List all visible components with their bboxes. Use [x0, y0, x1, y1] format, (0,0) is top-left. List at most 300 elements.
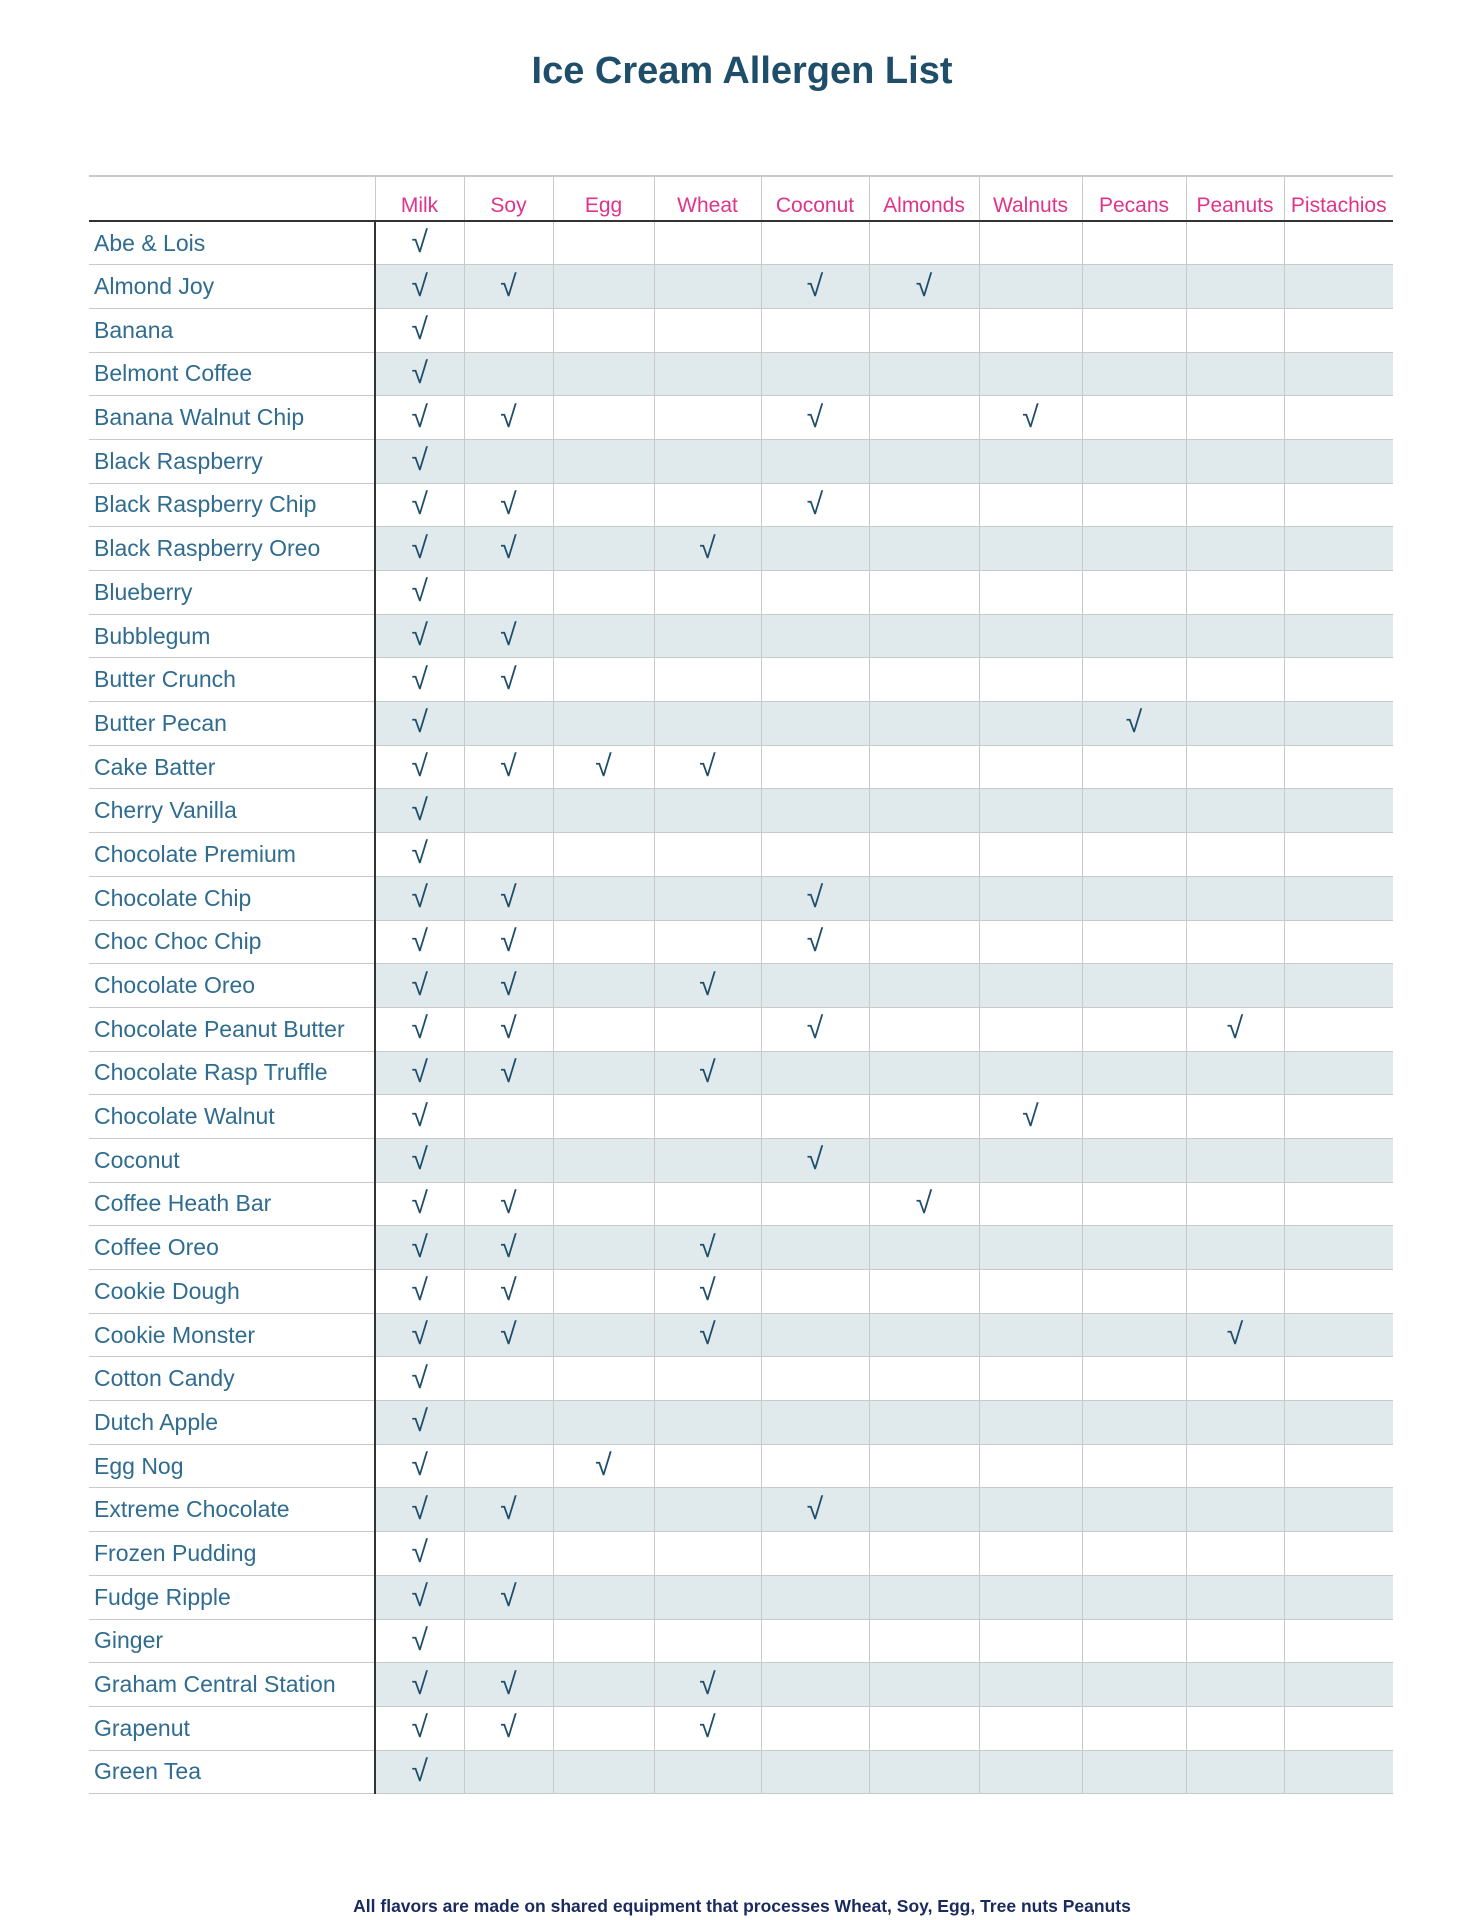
cell-wheat — [654, 964, 761, 1008]
cell-walnuts — [979, 964, 1082, 1008]
flavor-name: Chocolate Walnut — [89, 1095, 375, 1139]
cell-pecans — [1082, 1357, 1186, 1401]
cell-soy — [464, 1488, 553, 1532]
cell-coconut — [761, 527, 869, 571]
header-corner — [89, 176, 375, 221]
cell-wheat — [654, 1182, 761, 1226]
cell-walnuts — [979, 1575, 1082, 1619]
checkmark-icon: √ — [411, 1143, 428, 1177]
checkmark-icon: √ — [411, 1274, 428, 1308]
flavor-name: Black Raspberry — [89, 439, 375, 483]
table-row — [89, 265, 1393, 309]
cell-soy — [464, 1313, 553, 1357]
cell-walnuts — [979, 1532, 1082, 1576]
checkmark-icon: √ — [806, 269, 824, 303]
cell-egg — [553, 439, 654, 483]
cell-soy — [464, 745, 553, 789]
checkmark-icon: √ — [915, 269, 933, 303]
cell-pecans — [1082, 439, 1186, 483]
cell-pecans — [1082, 1313, 1186, 1357]
cell-peanuts — [1186, 1138, 1284, 1182]
flavor-name: Banana Walnut Chip — [89, 396, 375, 440]
header-peanuts: Peanuts — [1186, 176, 1284, 221]
cell-walnuts — [979, 1401, 1082, 1445]
cell-peanuts — [1186, 1357, 1284, 1401]
table-row — [89, 1444, 1393, 1488]
cell-coconut — [761, 308, 869, 352]
cell-soy — [464, 1706, 553, 1750]
checkmark-icon: √ — [411, 924, 428, 958]
cell-pistachios — [1284, 658, 1393, 702]
cell-almonds — [869, 876, 979, 920]
checkmark-icon: √ — [411, 1536, 428, 1570]
cell-pecans — [1082, 1575, 1186, 1619]
cell-pecans — [1082, 1444, 1186, 1488]
table-row — [89, 658, 1393, 702]
header-pistachios: Pistachios — [1284, 176, 1393, 221]
cell-pistachios — [1284, 1663, 1393, 1707]
flavor-name: Grapenut — [89, 1706, 375, 1750]
checkmark-icon: √ — [500, 1186, 517, 1220]
flavor-name: Butter Pecan — [89, 702, 375, 746]
flavor-name: Black Raspberry Oreo — [89, 527, 375, 571]
cell-pistachios — [1284, 527, 1393, 571]
cell-almonds — [869, 1357, 979, 1401]
cell-almonds — [869, 439, 979, 483]
cell-milk — [375, 1401, 464, 1445]
table-row — [89, 1750, 1393, 1794]
cell-walnuts — [979, 1706, 1082, 1750]
cell-pecans — [1082, 1138, 1186, 1182]
cell-walnuts — [979, 789, 1082, 833]
cell-wheat — [654, 1706, 761, 1750]
cell-milk — [375, 1357, 464, 1401]
checkmark-icon: √ — [411, 662, 428, 696]
cell-pistachios — [1284, 1051, 1393, 1095]
cell-pistachios — [1284, 1095, 1393, 1139]
cell-almonds — [869, 614, 979, 658]
checkmark-icon: √ — [500, 1580, 517, 1614]
cell-wheat — [654, 1007, 761, 1051]
cell-pecans — [1082, 1706, 1186, 1750]
table-row — [89, 483, 1393, 527]
cell-soy — [464, 1138, 553, 1182]
cell-wheat — [654, 352, 761, 396]
cell-coconut — [761, 1444, 869, 1488]
cell-walnuts — [979, 571, 1082, 615]
cell-soy — [464, 527, 553, 571]
cell-milk — [375, 745, 464, 789]
table-row — [89, 1575, 1393, 1619]
cell-egg — [553, 1575, 654, 1619]
cell-walnuts — [979, 265, 1082, 309]
table-row — [89, 1313, 1393, 1357]
cell-milk — [375, 396, 464, 440]
cell-walnuts — [979, 1007, 1082, 1051]
cell-pistachios — [1284, 833, 1393, 877]
cell-peanuts — [1186, 352, 1284, 396]
cell-coconut — [761, 789, 869, 833]
cell-pecans — [1082, 1051, 1186, 1095]
cell-soy — [464, 439, 553, 483]
cell-walnuts — [979, 1444, 1082, 1488]
cell-wheat — [654, 527, 761, 571]
cell-wheat — [654, 920, 761, 964]
cell-milk — [375, 1226, 464, 1270]
flavor-name: Egg Nog — [89, 1444, 375, 1488]
cell-peanuts — [1186, 1226, 1284, 1270]
cell-wheat — [654, 876, 761, 920]
cell-peanuts — [1186, 308, 1284, 352]
cell-milk — [375, 439, 464, 483]
cell-egg — [553, 1226, 654, 1270]
cell-egg — [553, 483, 654, 527]
cell-almonds — [869, 964, 979, 1008]
cell-egg — [553, 308, 654, 352]
cell-egg — [553, 1663, 654, 1707]
cell-milk — [375, 352, 464, 396]
cell-pistachios — [1284, 1444, 1393, 1488]
cell-almonds — [869, 1532, 979, 1576]
cell-pistachios — [1284, 1182, 1393, 1226]
table-row — [89, 571, 1393, 615]
cell-egg — [553, 221, 654, 265]
cell-coconut — [761, 920, 869, 964]
cell-pecans — [1082, 1401, 1186, 1445]
cell-milk — [375, 1270, 464, 1314]
cell-pecans — [1082, 1095, 1186, 1139]
cell-walnuts — [979, 1138, 1082, 1182]
checkmark-icon: √ — [411, 356, 428, 390]
cell-milk — [375, 1313, 464, 1357]
cell-soy — [464, 221, 553, 265]
table-row — [89, 221, 1393, 265]
table-row — [89, 1401, 1393, 1445]
checkmark-icon: √ — [699, 1055, 716, 1089]
cell-wheat — [654, 1095, 761, 1139]
flavor-name: Black Raspberry Chip — [89, 483, 375, 527]
cell-coconut — [761, 833, 869, 877]
cell-coconut — [761, 1401, 869, 1445]
checkmark-icon: √ — [699, 1318, 716, 1352]
cell-egg — [553, 1357, 654, 1401]
cell-pecans — [1082, 221, 1186, 265]
cell-soy — [464, 1226, 553, 1270]
cell-milk — [375, 920, 464, 964]
allergen-table — [89, 175, 1393, 1794]
checkmark-icon: √ — [699, 1667, 716, 1701]
cell-pistachios — [1284, 1532, 1393, 1576]
checkmark-icon: √ — [411, 313, 428, 347]
cell-pecans — [1082, 483, 1186, 527]
flavor-name: Cake Batter — [89, 745, 375, 789]
table-row — [89, 1663, 1393, 1707]
checkmark-icon: √ — [411, 400, 428, 434]
cell-soy — [464, 1095, 553, 1139]
cell-egg — [553, 1444, 654, 1488]
cell-soy — [464, 1663, 553, 1707]
cell-pecans — [1082, 1619, 1186, 1663]
cell-egg — [553, 1706, 654, 1750]
flavor-name: Cookie Dough — [89, 1270, 375, 1314]
cell-pistachios — [1284, 1226, 1393, 1270]
cell-peanuts — [1186, 876, 1284, 920]
cell-almonds — [869, 1401, 979, 1445]
cell-wheat — [654, 439, 761, 483]
cell-egg — [553, 1051, 654, 1095]
cell-almonds — [869, 1619, 979, 1663]
cell-peanuts — [1186, 1663, 1284, 1707]
cell-peanuts — [1186, 745, 1284, 789]
flavor-name: Coffee Heath Bar — [89, 1182, 375, 1226]
cell-almonds — [869, 789, 979, 833]
checkmark-icon: √ — [1125, 706, 1143, 740]
cell-pistachios — [1284, 571, 1393, 615]
cell-pecans — [1082, 396, 1186, 440]
cell-egg — [553, 1138, 654, 1182]
cell-pistachios — [1284, 876, 1393, 920]
cell-pecans — [1082, 1750, 1186, 1794]
cell-soy — [464, 265, 553, 309]
table-row — [89, 876, 1393, 920]
cell-peanuts — [1186, 702, 1284, 746]
cell-milk — [375, 1444, 464, 1488]
cell-peanuts — [1186, 1401, 1284, 1445]
cell-walnuts — [979, 614, 1082, 658]
flavor-name: Choc Choc Chip — [89, 920, 375, 964]
flavor-name: Chocolate Peanut Butter — [89, 1007, 375, 1051]
cell-pistachios — [1284, 702, 1393, 746]
checkmark-icon: √ — [1022, 1099, 1039, 1133]
cell-wheat — [654, 308, 761, 352]
cell-egg — [553, 964, 654, 1008]
cell-almonds — [869, 702, 979, 746]
cell-soy — [464, 876, 553, 920]
cell-pecans — [1082, 702, 1186, 746]
checkmark-icon: √ — [595, 750, 612, 784]
cell-peanuts — [1186, 1706, 1284, 1750]
cell-almonds — [869, 1575, 979, 1619]
cell-soy — [464, 1401, 553, 1445]
checkmark-icon: √ — [411, 1492, 428, 1526]
cell-wheat — [654, 221, 761, 265]
cell-coconut — [761, 221, 869, 265]
cell-almonds — [869, 1051, 979, 1095]
checkmark-icon: √ — [500, 1012, 517, 1046]
flavor-name: Chocolate Premium — [89, 833, 375, 877]
cell-pecans — [1082, 920, 1186, 964]
flavor-name: Frozen Pudding — [89, 1532, 375, 1576]
cell-coconut — [761, 1138, 869, 1182]
cell-peanuts — [1186, 614, 1284, 658]
cell-soy — [464, 308, 553, 352]
cell-coconut — [761, 396, 869, 440]
page-title: Ice Cream Allergen List — [531, 50, 953, 92]
checkmark-icon: √ — [806, 1012, 824, 1046]
cell-pistachios — [1284, 1313, 1393, 1357]
cell-pistachios — [1284, 1619, 1393, 1663]
header-walnuts: Walnuts — [979, 176, 1082, 221]
table-row — [89, 1182, 1393, 1226]
cell-egg — [553, 1313, 654, 1357]
flavor-name: Dutch Apple — [89, 1401, 375, 1445]
cell-almonds — [869, 265, 979, 309]
cell-peanuts — [1186, 1095, 1284, 1139]
cell-wheat — [654, 1575, 761, 1619]
cell-coconut — [761, 1532, 869, 1576]
cell-egg — [553, 352, 654, 396]
flavor-name: Abe & Lois — [89, 221, 375, 265]
cell-coconut — [761, 1706, 869, 1750]
cell-pistachios — [1284, 1270, 1393, 1314]
cell-walnuts — [979, 1619, 1082, 1663]
cell-milk — [375, 833, 464, 877]
cell-pistachios — [1284, 1488, 1393, 1532]
cell-walnuts — [979, 308, 1082, 352]
footnote: All flavors are made on shared equipment that processes Wheat, Soy, Egg, Tree nuts Peanuts — [353, 1896, 1131, 1916]
cell-walnuts — [979, 1663, 1082, 1707]
checkmark-icon: √ — [699, 1711, 716, 1745]
cell-egg — [553, 571, 654, 615]
cell-soy — [464, 1532, 553, 1576]
cell-egg — [553, 1270, 654, 1314]
checkmark-icon: √ — [411, 269, 428, 303]
cell-peanuts — [1186, 964, 1284, 1008]
cell-walnuts — [979, 1750, 1082, 1794]
cell-coconut — [761, 571, 869, 615]
checkmark-icon: √ — [411, 487, 428, 521]
header-almonds: Almonds — [869, 176, 979, 221]
cell-coconut — [761, 658, 869, 702]
checkmark-icon: √ — [411, 1099, 428, 1133]
cell-peanuts — [1186, 1444, 1284, 1488]
checkmark-icon: √ — [411, 1230, 428, 1264]
checkmark-icon: √ — [500, 924, 517, 958]
cell-wheat — [654, 1488, 761, 1532]
cell-almonds — [869, 1706, 979, 1750]
header-row — [89, 176, 1393, 221]
checkmark-icon: √ — [411, 1449, 428, 1483]
checkmark-icon: √ — [699, 1230, 716, 1264]
cell-almonds — [869, 571, 979, 615]
cell-coconut — [761, 1663, 869, 1707]
cell-milk — [375, 308, 464, 352]
table-row — [89, 527, 1393, 571]
cell-walnuts — [979, 1270, 1082, 1314]
cell-walnuts — [979, 1051, 1082, 1095]
cell-almonds — [869, 658, 979, 702]
cell-soy — [464, 658, 553, 702]
checkmark-icon: √ — [500, 1318, 517, 1352]
cell-coconut — [761, 1051, 869, 1095]
checkmark-icon: √ — [699, 968, 716, 1002]
cell-pistachios — [1284, 308, 1393, 352]
table-row — [89, 1532, 1393, 1576]
cell-soy — [464, 964, 553, 1008]
flavor-name: Butter Crunch — [89, 658, 375, 702]
cell-egg — [553, 1619, 654, 1663]
flavor-name: Almond Joy — [89, 265, 375, 309]
cell-almonds — [869, 308, 979, 352]
cell-coconut — [761, 876, 869, 920]
cell-milk — [375, 1619, 464, 1663]
cell-milk — [375, 1663, 464, 1707]
checkmark-icon: √ — [1022, 400, 1039, 434]
checkmark-icon: √ — [500, 269, 517, 303]
cell-egg — [553, 1488, 654, 1532]
cell-egg — [553, 1401, 654, 1445]
checkmark-icon: √ — [411, 1361, 428, 1395]
cell-coconut — [761, 1619, 869, 1663]
table-row — [89, 1488, 1393, 1532]
cell-egg — [553, 833, 654, 877]
table-row — [89, 1007, 1393, 1051]
checkmark-icon: √ — [500, 1274, 517, 1308]
cell-walnuts — [979, 658, 1082, 702]
cell-almonds — [869, 1663, 979, 1707]
cell-peanuts — [1186, 1750, 1284, 1794]
header-egg: Egg — [553, 176, 654, 221]
flavor-name: Belmont Coffee — [89, 352, 375, 396]
cell-egg — [553, 265, 654, 309]
cell-peanuts — [1186, 920, 1284, 964]
cell-almonds — [869, 1007, 979, 1051]
checkmark-icon: √ — [806, 400, 824, 434]
cell-soy — [464, 1182, 553, 1226]
cell-milk — [375, 876, 464, 920]
cell-egg — [553, 920, 654, 964]
cell-wheat — [654, 1138, 761, 1182]
cell-egg — [553, 1007, 654, 1051]
cell-pistachios — [1284, 1750, 1393, 1794]
cell-pistachios — [1284, 1706, 1393, 1750]
cell-almonds — [869, 352, 979, 396]
checkmark-icon: √ — [500, 881, 517, 915]
cell-walnuts — [979, 1182, 1082, 1226]
checkmark-icon: √ — [411, 1055, 428, 1089]
cell-soy — [464, 1619, 553, 1663]
table-row — [89, 1270, 1393, 1314]
checkmark-icon: √ — [411, 1012, 428, 1046]
cell-milk — [375, 1706, 464, 1750]
cell-egg — [553, 789, 654, 833]
checkmark-icon: √ — [411, 444, 428, 478]
cell-milk — [375, 1750, 464, 1794]
cell-pistachios — [1284, 483, 1393, 527]
cell-peanuts — [1186, 833, 1284, 877]
checkmark-icon: √ — [500, 1055, 517, 1089]
flavor-name: Extreme Chocolate — [89, 1488, 375, 1532]
cell-almonds — [869, 396, 979, 440]
checkmark-icon: √ — [411, 1186, 428, 1220]
flavor-name: Cookie Monster — [89, 1313, 375, 1357]
cell-coconut — [761, 614, 869, 658]
cell-coconut — [761, 1750, 869, 1794]
cell-pecans — [1082, 265, 1186, 309]
checkmark-icon: √ — [411, 1318, 428, 1352]
checkmark-icon: √ — [411, 968, 428, 1002]
cell-milk — [375, 702, 464, 746]
cell-wheat — [654, 833, 761, 877]
cell-coconut — [761, 964, 869, 1008]
cell-soy — [464, 571, 553, 615]
table-row — [89, 1051, 1393, 1095]
cell-peanuts — [1186, 1051, 1284, 1095]
checkmark-icon: √ — [699, 531, 716, 565]
cell-pecans — [1082, 1488, 1186, 1532]
cell-milk — [375, 1095, 464, 1139]
cell-pecans — [1082, 964, 1186, 1008]
